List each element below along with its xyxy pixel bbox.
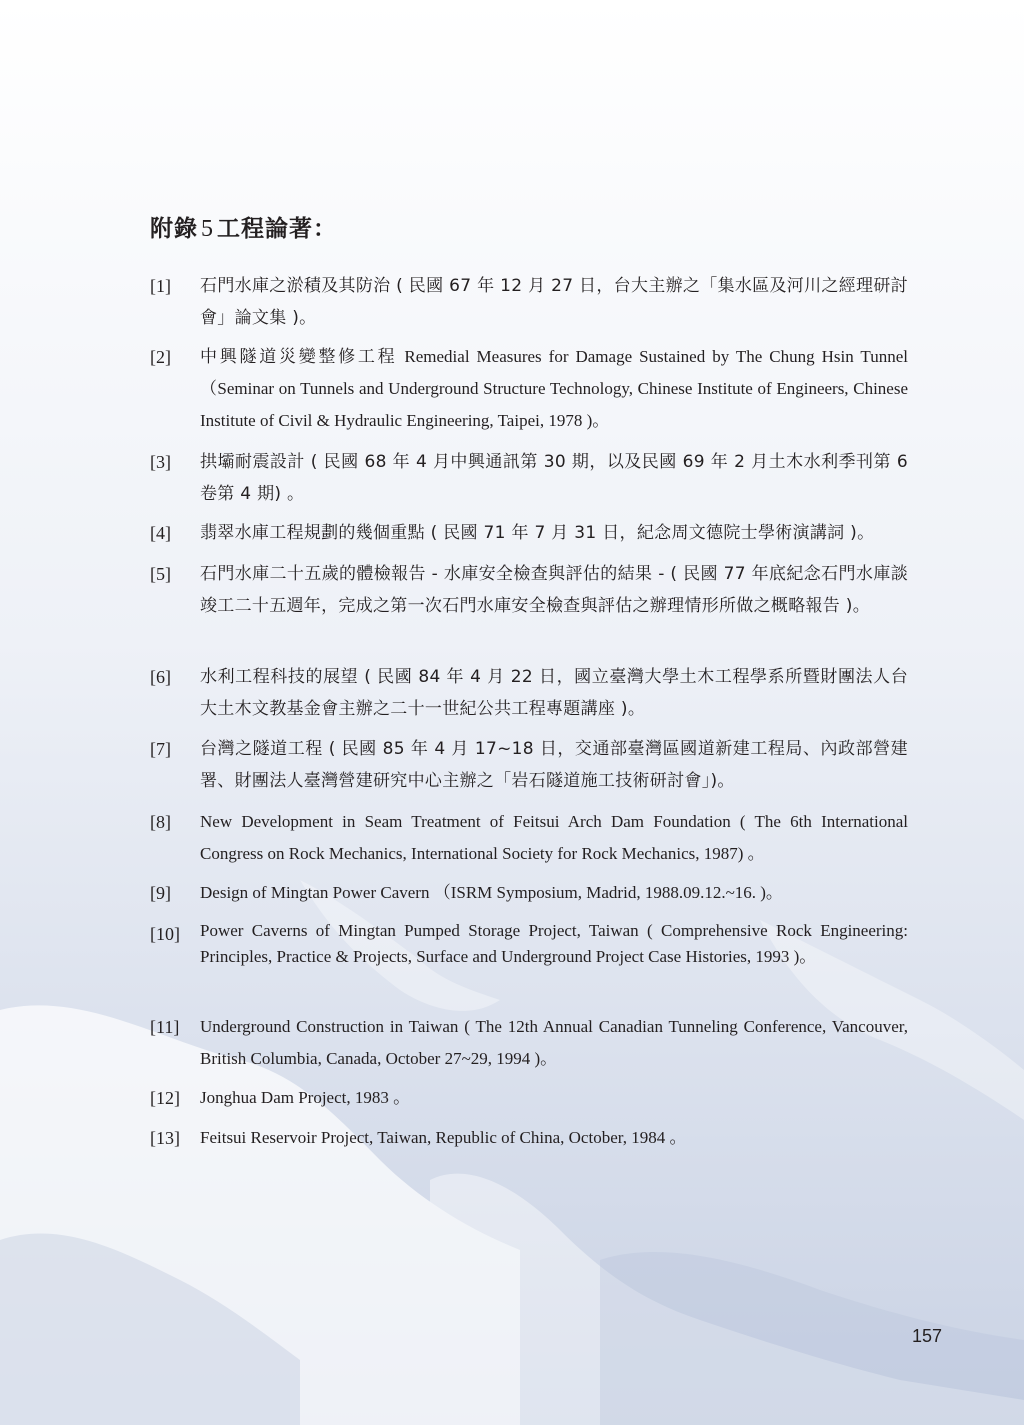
reference-text: 石門水庫之淤積及其防治 ( 民國 67 年 12 月 27 日，台大主辦之「集水區及河川之經理研討會」論文集 )。 bbox=[200, 276, 908, 328]
reference-number: [12] bbox=[150, 1088, 180, 1108]
page-number: 157 bbox=[912, 1326, 943, 1346]
appendix-heading-title: 工程論著： bbox=[217, 216, 337, 242]
reference-number: [11] bbox=[150, 1017, 180, 1037]
reference-number: [10] bbox=[150, 924, 180, 944]
reference-text: 中興隧道災變整修工程 Remedial Measures for Damage Sustained by The Chung Hsin Tunnel（Seminar on Tunnels and Underground Structure Technology, Chinese Institute of Engineers, Chinese Institute of Civil & Hydraulic Engineering, Taipei, 1978 )。 bbox=[200, 347, 908, 430]
reference-text: 石門水庫二十五歲的體檢報告 - 水庫安全檢查與評估的結果 - ( 民國 77 年底紀念石門水庫談竣工二十五週年，完成之第一次石門水庫安全檢查與評估之辦理情形所做之概略報告 )。 bbox=[200, 564, 908, 616]
reference-number: [1] bbox=[150, 276, 171, 296]
reference-text: New Development in Seam Treatment of Feitsui Arch Dam Foundation ( The 6th International Congress on Rock Mechanics, International Society for Rock Mechanics, 1987) 。 bbox=[200, 812, 908, 863]
appendix-heading-number: 5 bbox=[201, 216, 214, 242]
reference-number: [4] bbox=[150, 523, 171, 543]
reference-text: 水利工程科技的展望 ( 民國 84 年 4 月 22 日，國立臺灣大學土木工程學系所暨財團法人台大土木文教基金會主辦之二十一世紀公共工程專題講座 )。 bbox=[200, 667, 908, 719]
reference-number: [6] bbox=[150, 667, 171, 687]
reference-number: [2] bbox=[150, 347, 171, 367]
reference-number: [7] bbox=[150, 739, 171, 759]
reference-text: Underground Construction in Taiwan ( The 12th Annual Canadian Tunneling Conference, Vancouver, British Columbia, Canada, October 27~29, 1994 )。 bbox=[200, 1017, 908, 1068]
reference-text: Jonghua Dam Project, 1983 。 bbox=[200, 1088, 411, 1107]
reference-number: [8] bbox=[150, 812, 171, 832]
reference-number: [13] bbox=[150, 1128, 180, 1148]
reference-number: [5] bbox=[150, 564, 171, 584]
appendix-heading bbox=[150, 210, 337, 243]
reference-text: 翡翠水庫工程規劃的幾個重點 ( 民國 71 年 7 月 31 日，紀念周文德院士學術演講詞 )。 bbox=[200, 523, 875, 543]
reference-text: Feitsui Reservoir Project, Taiwan, Republic of China, October, 1984 。 bbox=[200, 1128, 687, 1147]
appendix-heading-prefix: 附錄 bbox=[150, 216, 198, 242]
reference-number: [9] bbox=[150, 883, 171, 903]
reference-text: 台灣之隧道工程 ( 民國 85 年 4 月 17~18 日，交通部臺灣區國道新建工程局、內政部營建署、財團法人臺灣營建研究中心主辦之「岩石隧道施工技術研討會」)。 bbox=[200, 739, 908, 791]
reference-number: [3] bbox=[150, 452, 171, 472]
reference-text: Design of Mingtan Power Cavern （ISRM Symposium, Madrid, 1988.09.12.~16. )。 bbox=[200, 883, 783, 902]
reference-text: 拱壩耐震設計 ( 民國 68 年 4 月中興通訊第 30 期，以及民國 69 年 2 月土木水利季刊第 6 卷第 4 期) 。 bbox=[200, 452, 908, 504]
reference-text: Power Caverns of Mingtan Pumped Storage Project, Taiwan ( Comprehensive Rock Engineering: Principles, Practice & Projects, Surface and Underground Project Case Histories, 1993 )。 bbox=[200, 921, 908, 966]
